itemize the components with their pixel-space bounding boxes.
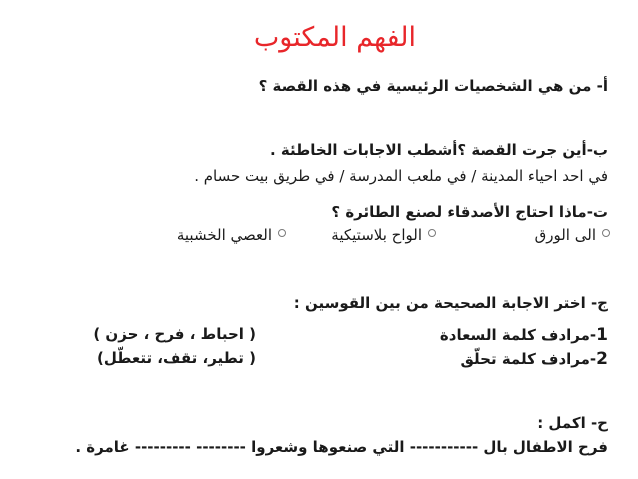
question-h-sentence: فرح الاطفال بال ----------- التي صنعوها وشعروا -------- --------- غامرة . — [75, 438, 608, 456]
option-paper[interactable] — [535, 226, 616, 244]
radio-icon[interactable] — [602, 229, 610, 237]
j-item-1 — [440, 325, 608, 345]
j-item-1-text: -مرادف كلمة السعادة — [439, 326, 597, 344]
question-b-options: في احد احياء المدينة / في ملعب المدرسة / في طريق بيت حسام . — [194, 167, 608, 185]
j-item-2-text: -مرادف كلمة تحلّق — [460, 350, 597, 368]
radio-icon[interactable] — [278, 229, 286, 237]
j-item-2-choices: ( تطير، تقف، تتعطّل) — [97, 349, 256, 367]
question-t: ت-ماذا احتاج الأصدقاء لصنع الطائرة ؟ — [331, 203, 608, 221]
option-plastic-label: الواح بلاستيكية — [331, 226, 422, 244]
option-plastic[interactable] — [331, 226, 442, 244]
option-paper-label: الى الورق — [534, 226, 596, 244]
question-b: ب-أين جرت القصة ؟أشطب الاجابات الخاطئة . — [269, 141, 608, 159]
j-item-2-number: 2 — [596, 349, 608, 369]
question-h: ح- اكمل : — [537, 414, 608, 432]
option-sticks-label: العصي الخشبية — [176, 226, 272, 244]
option-sticks[interactable] — [177, 226, 292, 244]
j-item-1-number: 1 — [596, 325, 608, 345]
radio-icon[interactable] — [428, 229, 436, 237]
page-title: الفهم المكتوب — [253, 22, 416, 53]
question-j: ج- اختر الاجابة الصحيحة من بين القوسين : — [293, 294, 608, 312]
question-a: أ- من هي الشخصيات الرئيسية في هذه القصة ؟ — [258, 77, 608, 95]
j-item-2 — [461, 349, 608, 369]
j-item-1-choices: ( احباط ، فرح ، حزن ) — [93, 325, 256, 343]
